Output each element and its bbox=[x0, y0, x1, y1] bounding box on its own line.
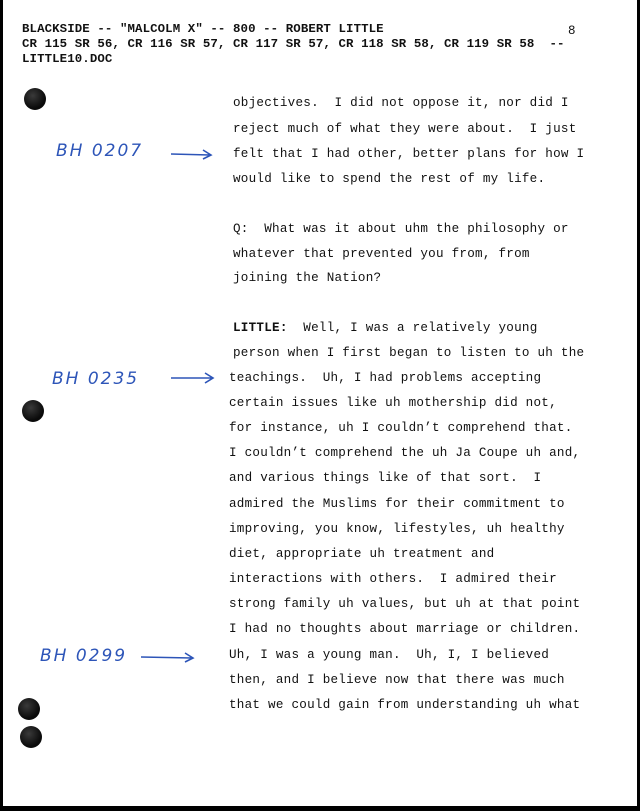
answer-line: then, and I believe now that there was much bbox=[229, 673, 565, 687]
punch-hole bbox=[24, 88, 46, 110]
scan-border-left bbox=[0, 0, 3, 811]
arrow-right-icon bbox=[140, 650, 196, 664]
transcript-line: felt that I had other, better plans for how I bbox=[233, 147, 585, 161]
scan-border-bottom bbox=[0, 806, 640, 811]
answer-line: interactions with others. I admired their bbox=[229, 572, 557, 586]
margin-note-timecode: BH 0207 bbox=[56, 141, 144, 161]
arrow-right-icon bbox=[170, 147, 214, 161]
question-line: Q: What was it about uhm the philosophy or bbox=[233, 222, 569, 236]
answer-line: that we could gain from understanding uh what bbox=[229, 698, 581, 712]
header-line-1: BLACKSIDE -- "MALCOLM X" -- 800 -- ROBERT LITTLE bbox=[22, 22, 384, 36]
answer-line: admired the Muslims for their commitment to bbox=[229, 497, 565, 511]
answer-line: diet, appropriate uh treatment and bbox=[229, 547, 495, 561]
arrow-right-icon bbox=[170, 371, 216, 385]
header-line-3: LITTLE10.DOC bbox=[22, 52, 113, 66]
punch-hole bbox=[20, 726, 42, 748]
margin-note-timecode: BH 0235 bbox=[52, 369, 140, 389]
answer-line: for instance, uh I couldn’t comprehend that. bbox=[229, 421, 573, 435]
answer-line: and various things like of that sort. I bbox=[229, 471, 542, 485]
speaker-label: LITTLE: bbox=[233, 321, 288, 335]
margin-note-timecode: BH 0299 bbox=[40, 646, 128, 666]
transcript-line: reject much of what they were about. I just bbox=[233, 122, 577, 136]
answer-line: person when I first began to listen to uh the bbox=[233, 346, 585, 360]
page-number: 8 bbox=[568, 24, 576, 38]
answer-first-line bbox=[233, 321, 538, 335]
answer-line: improving, you know, lifestyles, uh healthy bbox=[229, 522, 565, 536]
question-line: joining the Nation? bbox=[233, 271, 382, 285]
transcript-line: objectives. I did not oppose it, nor did I bbox=[233, 96, 569, 110]
answer-line: I couldn’t comprehend the uh Ja Coupe uh and, bbox=[229, 446, 581, 460]
punch-hole bbox=[18, 698, 40, 720]
question-line: whatever that prevented you from, from bbox=[233, 247, 530, 261]
answer-text: Well, I was a relatively young bbox=[287, 321, 538, 335]
answer-line: strong family uh values, but uh at that point bbox=[229, 597, 581, 611]
answer-line: I had no thoughts about marriage or children. bbox=[229, 622, 581, 636]
transcript-line: would like to spend the rest of my life. bbox=[233, 172, 546, 186]
header-line-2: CR 115 SR 56, CR 116 SR 57, CR 117 SR 57, CR 118 SR 58, CR 119 SR 58 -- bbox=[22, 37, 565, 51]
punch-hole bbox=[22, 400, 44, 422]
answer-line: teachings. Uh, I had problems accepting bbox=[229, 371, 542, 385]
answer-line: certain issues like uh mothership did not, bbox=[229, 396, 557, 410]
answer-line: Uh, I was a young man. Uh, I, I believed bbox=[229, 648, 550, 662]
